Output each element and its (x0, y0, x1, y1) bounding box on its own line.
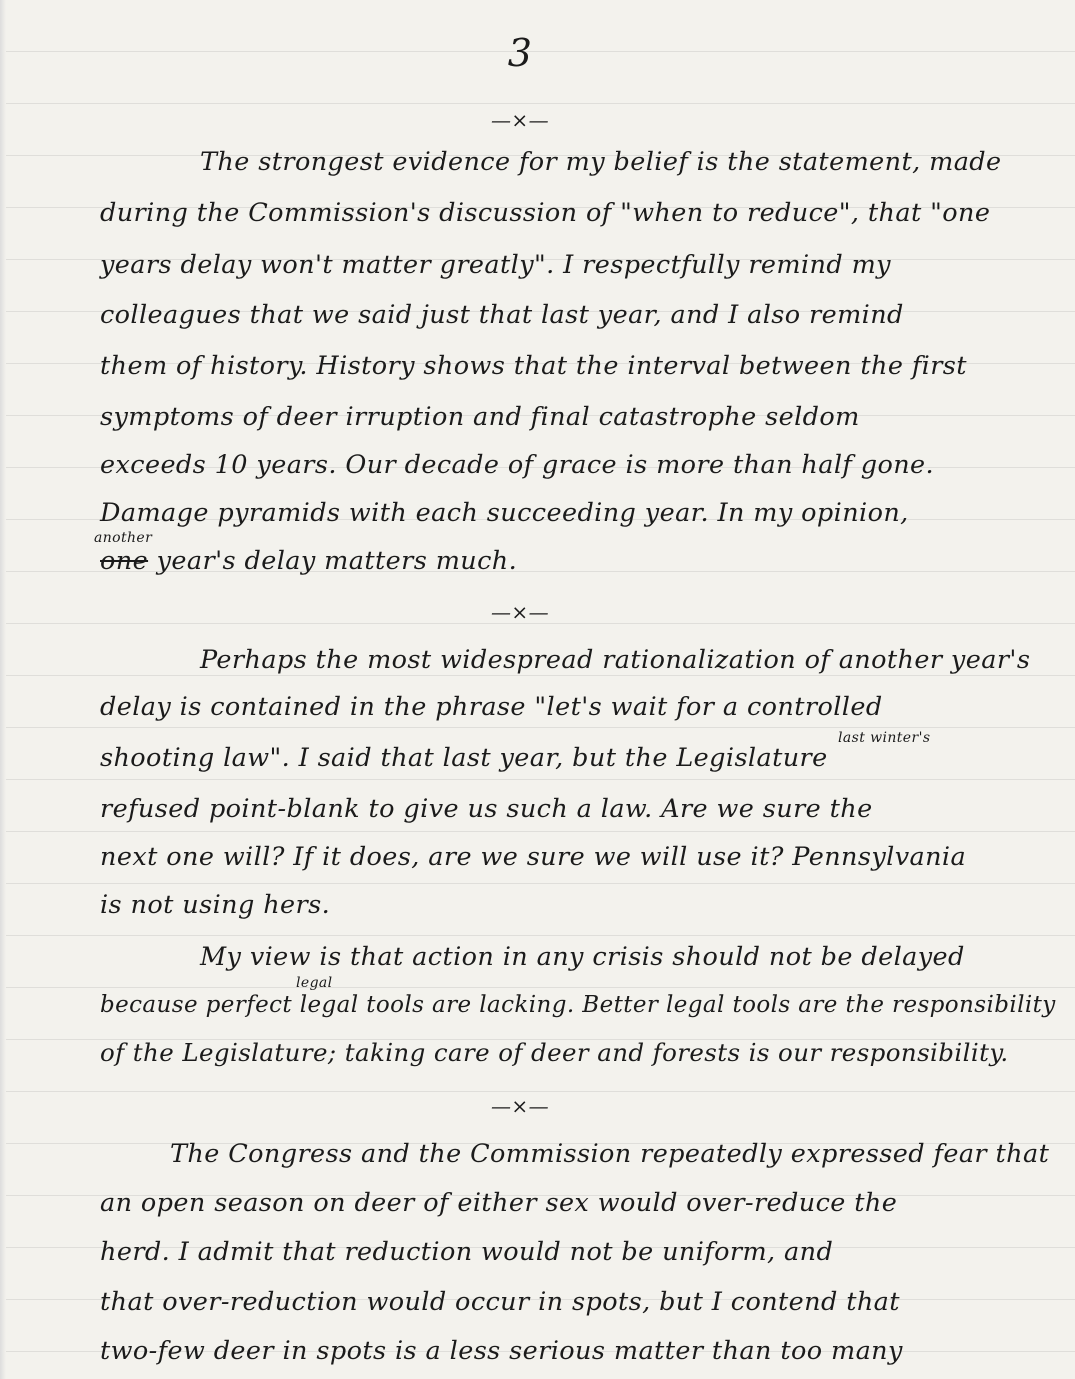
text-line: them of history. History shows that the interval between the first (100, 351, 967, 381)
text-line: refused point-blank to give us such a law. Are we sure the (100, 794, 873, 824)
text-line: that over-reduction would occur in spots, but I contend that (100, 1287, 900, 1317)
text-line: two-few deer in spots is a less serious matter than too many (100, 1336, 903, 1366)
text-line: next one will? If it does, are we sure we will use it? Pennsylvania (100, 842, 967, 872)
text-line: is not using hers. (100, 890, 331, 920)
text-line-tail: year's delay matters much. (148, 546, 518, 576)
text-line: because perfect legal tools are lacking. Better legal tools are the responsibility (100, 992, 1056, 1018)
section-divider: —×— (491, 600, 549, 624)
text-line: during the Commission's discussion of "when to reduce", that "one (100, 198, 991, 228)
text-line: The Congress and the Commission repeatedly expressed fear that (170, 1139, 1050, 1169)
text-line: Damage pyramids with each succeeding year. In my opinion, (100, 498, 909, 528)
text-line: My view is that action in any crisis should not be delayed (200, 942, 965, 972)
section-divider: —×— (491, 108, 549, 132)
text-line: The strongest evidence for my belief is the statement, made (200, 147, 1002, 177)
insertion-note: another (94, 530, 153, 546)
text-line: delay is contained in the phrase "let's wait for a controlled (100, 692, 883, 722)
text-line-last (100, 544, 517, 578)
page-edge-shadow (0, 0, 6, 1379)
text-line: years delay won't matter greatly". I respectfully remind my (100, 250, 891, 280)
struck-word: one (100, 546, 149, 576)
text-line: colleagues that we said just that last year, and I also remind (100, 300, 904, 330)
text-line: an open season on deer of either sex would over-reduce the (100, 1188, 898, 1218)
section-divider: —×— (491, 1094, 549, 1118)
text-line: symptoms of deer irruption and final catastrophe seldom (100, 402, 860, 432)
text-line: Perhaps the most widespread rationalization of another year's (200, 645, 1031, 675)
insertion-note: legal (296, 975, 333, 991)
text-line: herd. I admit that reduction would not be uniform, and (100, 1237, 834, 1267)
text-line: shooting law". I said that last year, but the Legislature (100, 743, 828, 773)
text-line: exceeds 10 years. Our decade of grace is more than half gone. (100, 450, 935, 480)
insertion-note: last winter's (838, 730, 931, 746)
text-line: of the Legislature; taking care of deer and forests is our responsibility. (100, 1038, 1009, 1067)
page-number: 3 (507, 31, 533, 75)
